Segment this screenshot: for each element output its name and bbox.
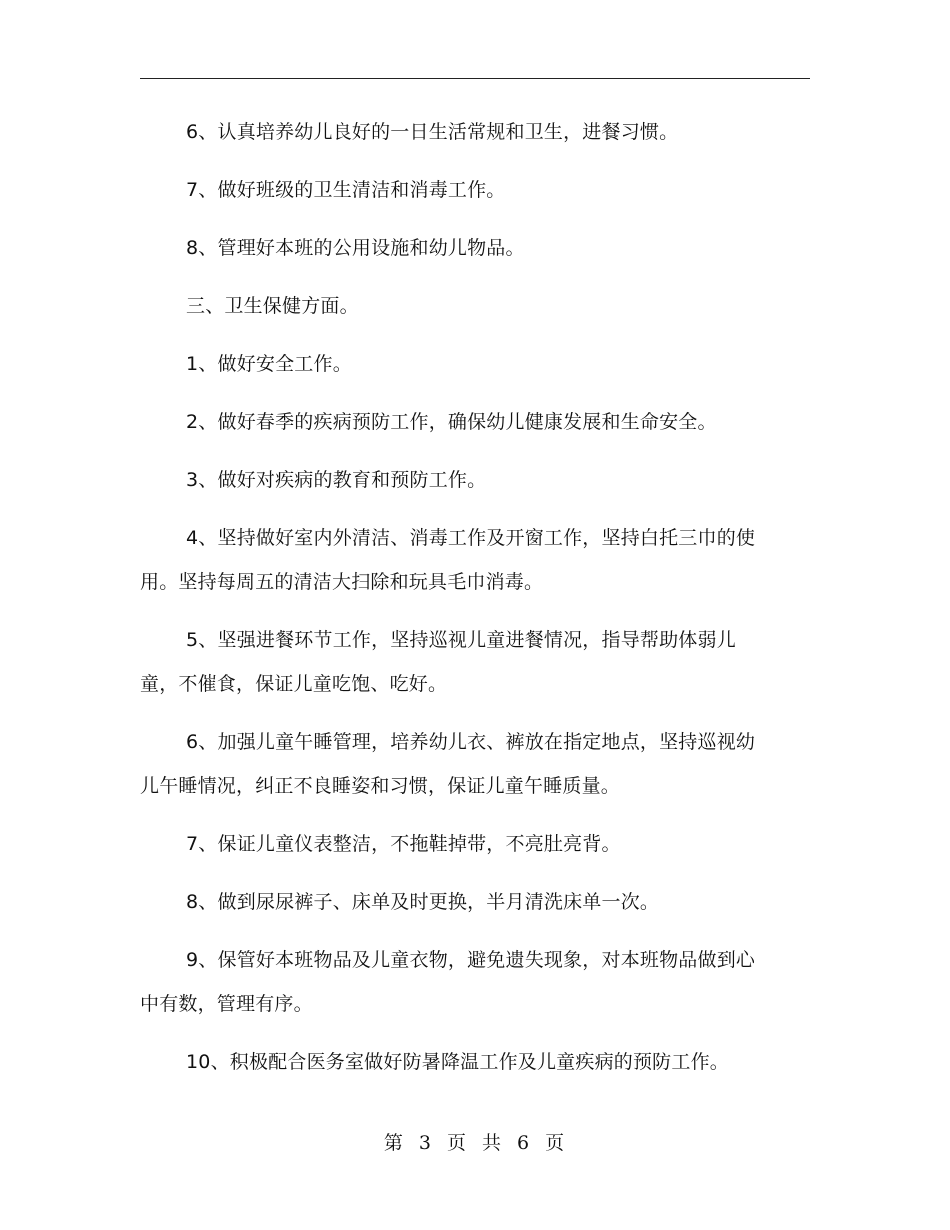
paragraph: 6、加强儿童午睡管理，培养幼儿衣、裤放在指定地点，坚持巡视幼儿午睡情况，纠正不良睡姿和习惯，保证儿童午睡质量。 xyxy=(140,731,756,797)
paragraph: 9、保管好本班物品及儿童衣物，避免遗失现象，对本班物品做到心中有数，管理有序。 xyxy=(140,949,756,1015)
paragraph: 3、做好对疾病的教育和预防工作。 xyxy=(186,469,487,491)
section-heading: 三、卫生保健方面。 xyxy=(186,295,359,317)
page-number-footer: 第 3 页 共 6 页 xyxy=(383,1132,567,1154)
paragraph: 2、做好春季的疾病预防工作，确保幼儿健康发展和生命安全。 xyxy=(186,411,717,433)
paragraph: 5、坚强进餐环节工作，坚持巡视儿童进餐情况，指导帮助体弱儿童，不催食，保证儿童吃饱、吃好。 xyxy=(140,629,736,695)
paragraph: 4、坚持做好室内外清洁、消毒工作及开窗工作，坚持白托三巾的使用。坚持每周五的清洁大扫除和玩具毛巾消毒。 xyxy=(140,527,756,593)
document-body xyxy=(140,110,770,1098)
paragraph: 7、保证儿童仪表整洁，不拖鞋掉带，不亮肚亮背。 xyxy=(186,833,621,855)
paragraph: 7、做好班级的卫生清洁和消毒工作。 xyxy=(186,179,506,201)
paragraph: 6、认真培养幼儿良好的一日生活常规和卫生，进餐习惯。 xyxy=(186,121,679,143)
paragraph: 8、做到尿尿裤子、床单及时更换，半月清洗床单一次。 xyxy=(186,891,660,913)
paragraph: 8、管理好本班的公用设施和幼儿物品。 xyxy=(186,237,525,259)
paragraph: 1、做好安全工作。 xyxy=(186,353,352,375)
paragraph: 10、积极配合医务室做好防暑降温工作及儿童疾病的预防工作。 xyxy=(186,1051,729,1073)
header-rule xyxy=(140,78,810,79)
